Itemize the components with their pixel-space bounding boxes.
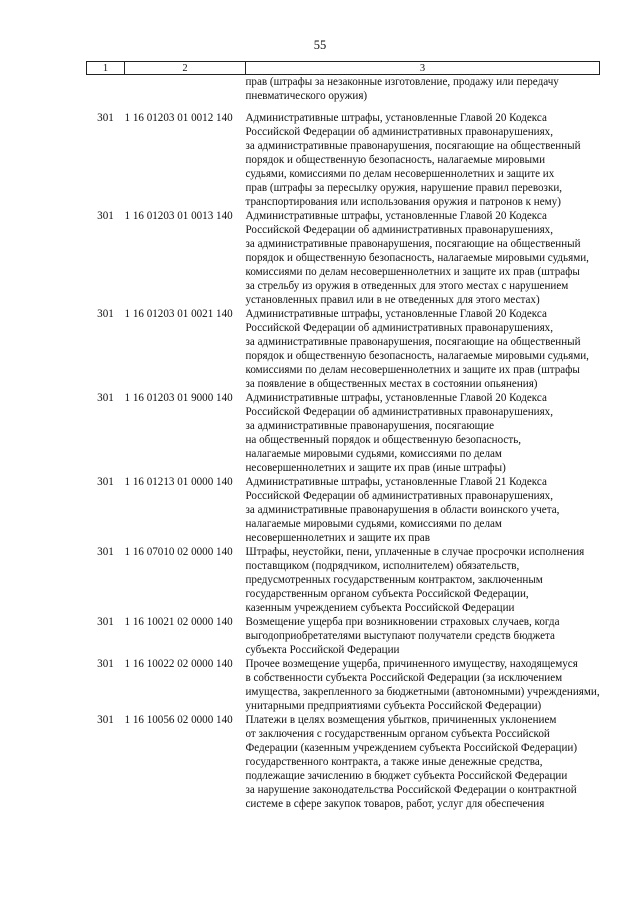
description-line: выгодоприобретателями выступают получатели средств бюджета (245, 630, 555, 642)
description-line: от заключения с государственным органом субъекта Российской (245, 728, 550, 740)
description-line: предусмотренных государственным контрактом, заключенным (245, 574, 543, 586)
admin-code-cell: 301 (97, 112, 114, 124)
description-line: за появление в общественных местах в состоянии опьянения) (245, 378, 538, 390)
description-line: государственным органом субъекта Российской Федерации, (245, 588, 529, 600)
description-cell (246, 307, 600, 391)
description-cell (246, 475, 600, 545)
description-line: за административные правонарушения, посягающие (245, 420, 495, 432)
description-line: порядок и общественную безопасность, налагаемые мировыми (245, 154, 546, 166)
description-line: Российской Федерации об административных правонарушениях, (245, 126, 553, 138)
admin-code-cell: 301 (97, 546, 114, 558)
description-cell (246, 75, 600, 112)
description-line: субъекта Российской Федерации (245, 644, 400, 656)
description-line: за административные правонарушения, посягающие на общественный (245, 336, 581, 348)
description-line: прав (штрафы за незаконные изготовление, продажу или передачу (245, 76, 559, 88)
budget-codes-table (86, 61, 600, 811)
budget-code-cell: 1 16 07010 02 0000 140 (124, 546, 233, 558)
description-cell (246, 209, 600, 307)
budget-code-cell: 1 16 01203 01 9000 140 (124, 392, 233, 404)
description-line: установленных правил или в не отведенных для этого местах) (245, 294, 540, 306)
description-line: Российской Федерации об административных правонарушениях, (245, 406, 553, 418)
description-line: Российской Федерации об административных правонарушениях, (245, 322, 553, 334)
admin-code-cell: 301 (97, 392, 114, 404)
table-row (87, 391, 600, 475)
description-line: Штрафы, неустойки, пени, уплаченные в случае просрочки исполнения (245, 546, 585, 558)
column-header-3: 3 (246, 62, 600, 75)
description-line: порядок и общественную безопасность, налагаемые мировыми судьями, (245, 350, 589, 362)
table-row (87, 713, 600, 811)
description-cell (246, 615, 600, 657)
description-line: казенным учреждением субъекта Российской Федерации (245, 602, 515, 614)
table-row (87, 657, 600, 713)
description-line: комиссиями по делам несовершеннолетних и защите их прав (штрафы (245, 364, 580, 376)
budget-code-cell: 1 16 10056 02 0000 140 (124, 714, 233, 726)
budget-code-cell: 1 16 10021 02 0000 140 (124, 616, 233, 628)
budget-code-cell (125, 75, 246, 112)
description-cell (246, 111, 600, 209)
admin-code-cell: 301 (97, 476, 114, 488)
budget-code-cell: 1 16 01203 01 0021 140 (124, 308, 233, 320)
table-header-row (87, 62, 600, 75)
description-line: Административные штрафы, установленные Главой 20 Кодекса (245, 308, 547, 320)
description-line: Федерации (казенным учреждением субъекта Российской Федерации) (245, 742, 578, 754)
page-number: 55 (313, 38, 327, 52)
admin-code-cell: 301 (97, 616, 114, 628)
description-line: порядок и общественную безопасность, налагаемые мировыми судьями, (245, 252, 589, 264)
table-body (87, 75, 600, 812)
description-line: Российской Федерации об административных правонарушениях, (245, 224, 553, 236)
admin-code-cell: 301 (97, 714, 114, 726)
description-line: налагаемые мировыми судьями, комиссиями по делам (245, 518, 502, 530)
column-header-2: 2 (125, 62, 246, 75)
table-row (87, 475, 600, 545)
description-line: налагаемые мировыми судьями, комиссиями по делам (245, 448, 502, 460)
admin-code-cell: 301 (97, 308, 114, 320)
budget-code-cell: 1 16 01203 01 0013 140 (124, 210, 233, 222)
admin-code-cell (87, 75, 125, 112)
description-line: за административные правонарушения, посягающие на общественный (245, 238, 581, 250)
description-line: прав (штрафы за пересылку оружия, нарушение правил перевозки, (245, 182, 563, 194)
admin-code-cell: 301 (97, 210, 114, 222)
description-line: Российской Федерации об административных правонарушениях, (245, 490, 553, 502)
admin-code-cell: 301 (97, 658, 114, 670)
description-line: подлежащие зачислению в бюджет субъекта Российской Федерации (245, 770, 568, 782)
table-row (87, 209, 600, 307)
description-line: поставщиком (подрядчиком, исполнителем) обязательств, (245, 560, 520, 572)
budget-code-cell: 1 16 10022 02 0000 140 (124, 658, 233, 670)
description-cell (246, 657, 600, 713)
description-line: Административные штрафы, установленные Главой 20 Кодекса (245, 112, 547, 124)
description-cell (246, 713, 600, 811)
description-line: несовершеннолетних и защите их прав (245, 532, 430, 544)
description-cell (246, 545, 600, 615)
table-row (87, 111, 600, 209)
table-row (87, 307, 600, 391)
table-row (87, 615, 600, 657)
description-line: судьями, комиссиями по делам несовершеннолетних и защите их (245, 168, 555, 180)
description-line: Административные штрафы, установленные Главой 20 Кодекса (245, 392, 547, 404)
budget-code-cell: 1 16 01203 01 0012 140 (124, 112, 233, 124)
description-line: комиссиями по делам несовершеннолетних и защите их прав (штрафы (245, 266, 580, 278)
continuation-row (87, 75, 600, 112)
description-line: пневматического оружия) (245, 90, 368, 102)
description-cell (246, 391, 600, 475)
column-header-1: 1 (87, 62, 125, 75)
description-line: в собственности субъекта Российской Федерации (за исключением (245, 672, 563, 684)
description-line: за административные правонарушения, посягающие на общественный (245, 140, 581, 152)
description-line: системе в сфере закупок товаров, работ, услуг для обеспечения (245, 798, 545, 810)
description-line: транспортирования или использования оружия и патронов к нему) (245, 196, 561, 208)
description-line: имущества, закрепленного за бюджетными (автономными) учреждениями, (245, 686, 600, 698)
budget-code-cell: 1 16 01213 01 0000 140 (124, 476, 233, 488)
description-line: государственного контракта, а также иные денежные средства, (245, 756, 543, 768)
description-line: Возмещение ущерба при возникновении страховых случаев, когда (245, 616, 560, 628)
description-line: Прочее возмещение ущерба, причиненного имуществу, находящемуся (245, 658, 578, 670)
description-line: Административные штрафы, установленные Главой 21 Кодекса (245, 476, 547, 488)
description-line: на общественный порядок и общественную безопасность, (245, 434, 522, 446)
description-line: за нарушение законодательства Российской Федерации о контрактной (245, 784, 577, 796)
description-line: за стрельбу из оружия в отведенных для этого местах с нарушением (245, 280, 569, 292)
description-line: Административные штрафы, установленные Главой 20 Кодекса (245, 210, 547, 222)
description-line: Платежи в целях возмещения убытков, причиненных уклонением (245, 714, 557, 726)
table-row (87, 545, 600, 615)
description-line: унитарными предприятиями субъекта Российской Федерации) (245, 700, 542, 712)
description-line: за административные правонарушения в области воинского учета, (245, 504, 560, 516)
description-line: несовершеннолетних и защите их прав (иные штрафы) (245, 462, 506, 474)
